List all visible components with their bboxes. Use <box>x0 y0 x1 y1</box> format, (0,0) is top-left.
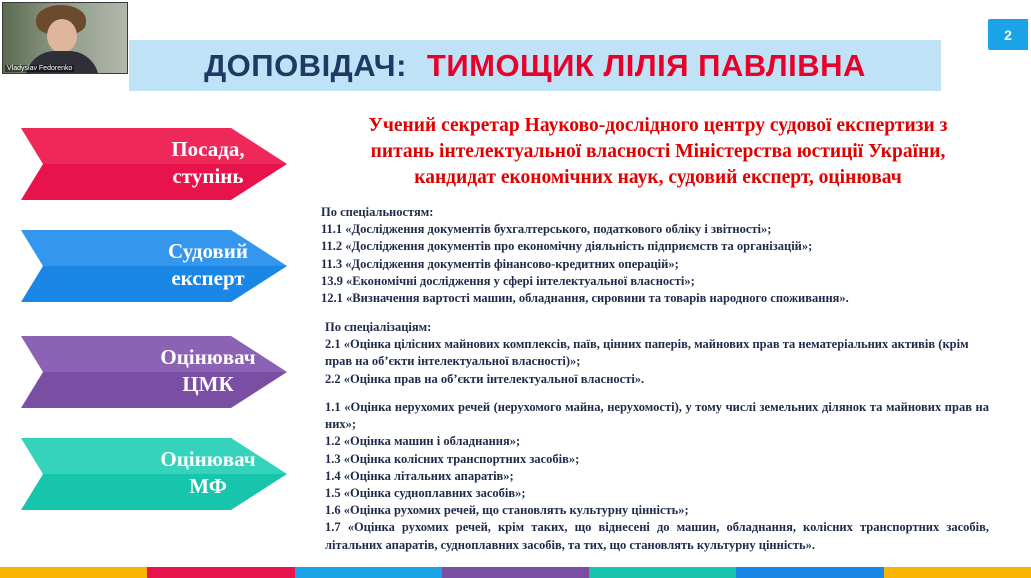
participant-name: Vladyslav Fedorenko <box>7 65 73 72</box>
list-item: 11.3 «Дослідження документів фінансово-кредитних операцій»; <box>321 256 679 271</box>
strip-segment <box>589 567 736 578</box>
list-item: 1.4 «Оцінка літальних апаратів»; <box>325 468 514 483</box>
arrow-label: Оцінювач МФ <box>160 447 256 498</box>
mf-appraisal-list <box>325 399 989 554</box>
arrow-appraiser-cmk <box>21 330 289 412</box>
strip-segment <box>295 567 442 578</box>
arrow-label: Судовий експерт <box>168 239 248 290</box>
specializations-heading: По спеціалізаціям: <box>325 320 432 334</box>
list-item: 2.1 «Оцінка цілісних майнових комплексів, паїв, цінних паперів, майнових прав та нематеріальних активів (крім прав на об’єкти інтелектуальної власності)»; <box>325 337 969 369</box>
specializations-list <box>325 319 985 388</box>
title-label: ДОПОВІДАЧ: <box>204 47 407 83</box>
strip-segment <box>884 567 1031 578</box>
list-item: 1.6 «Оцінка рухомих речей, що становлять культурну цінність»; <box>325 503 689 518</box>
intro-line: Учений секретар Науково-дослідного центру судової експертизи з <box>368 115 948 136</box>
video-person-face <box>47 19 77 53</box>
arrow-position-degree <box>21 122 289 204</box>
list-item: 1.1 «Оцінка нерухомих речей (нерухомого майна, нерухомості), у тому числі земельних ділянок та майнових прав на них»; <box>325 400 989 432</box>
slide-title <box>129 40 941 91</box>
intro-line: питань інтелектуальної власності Міністерства юстиції України, <box>370 141 946 162</box>
slide-page-number: 2 <box>988 19 1028 50</box>
intro-line: кандидат економічних наук, судовий експерт, оцінювач <box>414 167 902 188</box>
list-item: 1.7 «Оцінка рухомих речей, крім таких, що віднесені до машин, обладнання, колісних транспортних засобів, літальних апаратів, судноплавних засобів, та тих, що становлять культурну цінність». <box>325 520 989 552</box>
specialties-list <box>321 204 1001 307</box>
arrow-appraiser-mf <box>21 432 289 514</box>
strip-segment <box>0 567 147 578</box>
list-item: 11.2 «Дослідження документів про економічну діяльність підприємств та організацій»; <box>321 239 813 254</box>
list-item: 12.1 «Визначення вартості машин, обладнання, сировини та товарів народного споживання». <box>321 291 849 306</box>
list-item: 1.2 «Оцінка машин і обладнання»; <box>325 434 521 449</box>
strip-segment <box>736 567 883 578</box>
arrow-label: Оцінювач ЦМК <box>160 345 256 396</box>
strip-segment <box>442 567 589 578</box>
specialties-heading: По спеціальностям: <box>321 205 434 219</box>
list-item: 1.5 «Оцінка судноплавних засобів»; <box>325 486 526 501</box>
list-item: 2.2 «Оцінка прав на об’єкти інтелектуальної власності». <box>325 371 645 386</box>
list-item: 11.1 «Дослідження документів бухгалтерського, податкового обліку і звітності»; <box>321 222 772 237</box>
strip-segment <box>147 567 294 578</box>
participant-video-tile[interactable] <box>2 2 128 74</box>
bottom-color-strip <box>0 567 1031 578</box>
list-item: 13.9 «Економічні дослідження у сфері інтелектуальної власності»; <box>321 273 695 288</box>
speaker-description <box>308 113 1008 191</box>
list-item: 1.3 «Оцінка колісних транспортних засобів»; <box>325 451 580 466</box>
arrow-forensic-expert <box>21 224 289 306</box>
title-name: ТИМОЩИК ЛІЛІЯ ПАВЛІВНА <box>426 47 866 83</box>
arrow-label: Посада, ступінь <box>171 137 245 188</box>
